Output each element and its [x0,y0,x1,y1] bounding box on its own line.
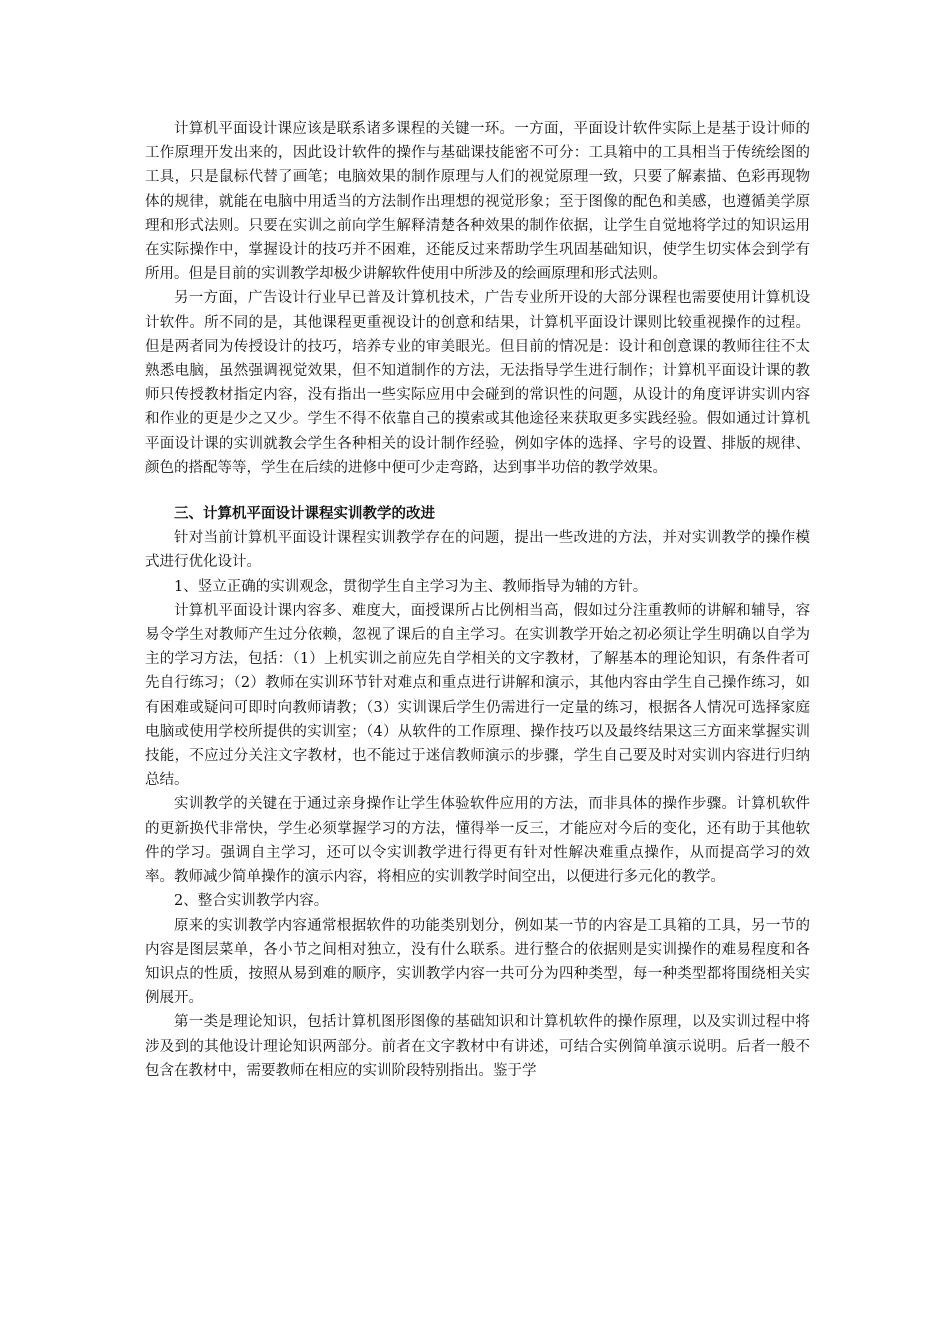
document-page [145,117,810,1083]
paragraph-content-integration: 原来的实训教学内容通常根据软件的功能类别划分，例如某一节的内容是工具箱的工具，另一节的内容是图层菜单，各小节之间相对独立，没有什么联系。进行整合的依据则是实训操作的难易程度和各知识点的性质，按照从易到难的顺序，实训教学内容一共可分为四种类型，每一种类型都将围绕相关实例展开。 [145,917,810,1007]
subheading-2: 2、整合实训教学内容。 [174,893,329,910]
paragraph-industry: 另一方面，广告设计行业早已普及计算机技术，广告专业所开设的大部分课程也需要使用计算机设计软件。所不同的是，其他课程更重视设计的创意和结果，计算机平面设计课则比较重视操作的过程。但是两者同为传授设计的技巧，培养专业的审美眼光。但目前的情况是：设计和创意课的教师往往不太熟悉电脑，虽然强调视觉效果，但不知道制作的方法，无法指导学生进行制作；计算机平面设计课的教师只传授教材指定内容，没有指出一些实际应用中会碰到的常识性的问题，从设计的角度评讲实训内容和作业的更是少之又少。学生不得不依靠自己的摸索或其他途径来获取更多实践经验。假如通过计算机平面设计课的实训就教会学生各种相关的设计制作经验，例如字体的选择、字号的设置、排版的规律、颜色的搭配等等，学生在后续的进修中便可少走弯路，达到事半功倍的教学效果。 [145,290,810,476]
paragraph-self-study: 计算机平面设计课内容多、难度大，面授课所占比例相当高，假如过分注重教师的讲解和辅导，容易令学生对教师产生过分依赖，忽视了课后的自主学习。在实训教学开始之初必须让学生明确以自学为主的学习方法，包括：（1）上机实训之前应先自学相关的文字教材，了解基本的理论知识，有条件者可先自行练习；（2）教师在实训环节针对难点和重点进行讲解和演示，其他内容由学生自己操作练习，如有困难或疑问可即时向教师请教；（3）实训课后学生仍需进行一定量的练习，根据各人情况可选择家庭电脑或使用学校所提供的实训室；（4）从软件的工作原理、操作技巧以及最终结果这三方面来掌握实训技能，不应过分关注文字教材，也不能过于迷信教师演示的步骤，学生自己要及时对实训内容进行归纳总结。 [145,602,810,789]
section-heading: 三、计算机平面设计课程实训教学的改进 [174,506,435,523]
subheading-1: 1、竖立正确的实训观念，贯彻学生自主学习为主、教师指导为辅的方针。 [174,578,648,595]
section-spacer [145,480,810,502]
paragraph-design-link: 计算机平面设计课应该是联系诸多课程的关键一环。一方面，平面设计软件实际上是基于设计师的工作原理开发出来的，因此设计软件的操作与基础课技能密不可分：工具箱中的工具相当于传统绘图的工具，只是鼠标代替了画笔；电脑效果的制作原理与人们的视觉原理一致，只要了解素描、色彩再现物体的规律，就能在电脑中用适当的方法制作出理想的视觉形象；至于图像的配色和美感，也遵循美学原理和形式法则。只要在实训之前向学生解释清楚各种效果的制作依据，让学生自觉地将学过的知识运用在实际操作中，掌握设计的技巧并不困难，还能反过来帮助学生巩固基础知识，使学生切实体会到学有所用。但是目前的实训教学却极少讲解软件使用中所涉及的绘画原理和形式法则。 [145,121,810,283]
paragraph-theory-knowledge: 第一类是理论知识，包括计算机图形图像的基础知识和计算机软件的操作原理，以及实训过程中将涉及到的其他设计理论知识两部分。前者在文字教材中有讲述，可结合实例简单演示说明。后者一般不包含在教材中，需要教师在相应的实训阶段特别指出。鉴于学 [145,1014,810,1079]
paragraph-intro: 针对当前计算机平面设计课程实训教学存在的问题，提出一些改进的方法，并对实训教学的操作模式进行优化设计。 [145,530,810,571]
paragraph-key-practice: 实训教学的关键在于通过亲身操作让学生体验软件应用的方法，而非具体的操作步骤。计算机软件的更新换代非常快，学生必须掌握学习的方法，懂得举一反三，才能应对今后的变化，还有助于其他软件的学习。强调自主学习，还可以令实训教学进行得更有针对性解决难重点操作，从而提高学习的效率。教师减少简单操作的演示内容，将相应的实训教学时间空出，以便进行多元化的教学。 [145,796,810,886]
